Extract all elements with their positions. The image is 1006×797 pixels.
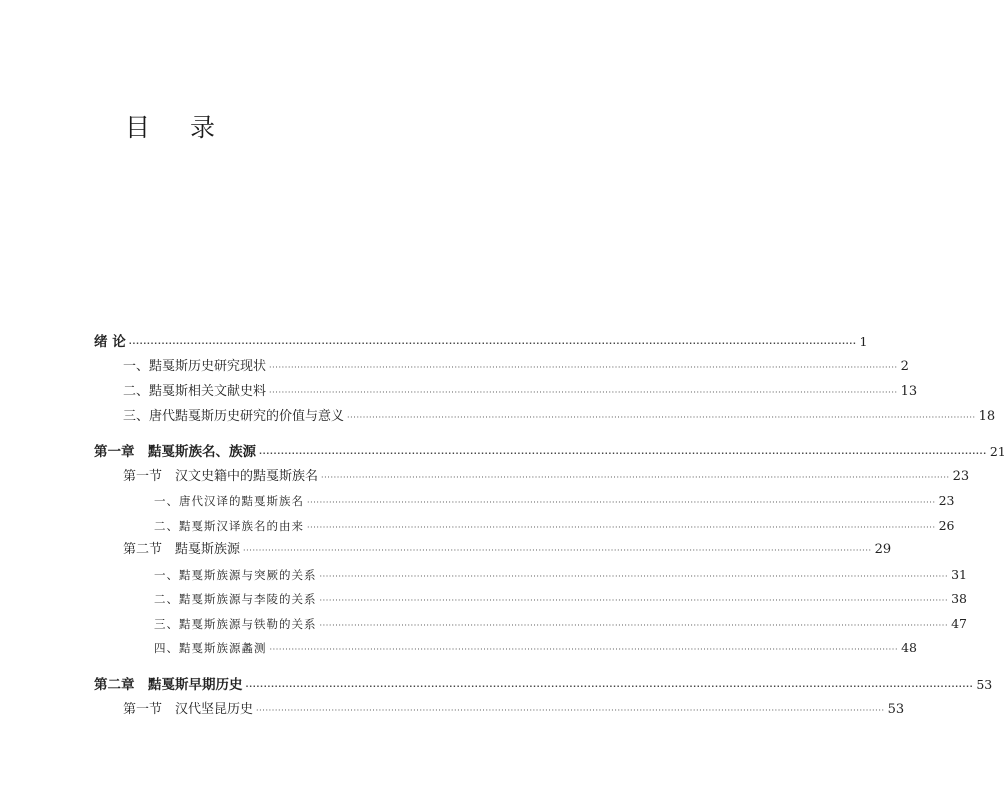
toc-entry-label: 一、黠戛斯族源与突厥的关系 (154, 568, 317, 582)
toc-entry-subsection[interactable] (154, 638, 917, 658)
toc-entry-subsection[interactable] (154, 516, 955, 536)
leader-dots: ········································································································································································································ (245, 682, 974, 691)
toc-entry-label: 第二节 黠戛斯族源 (123, 542, 241, 557)
toc-entry-subsection[interactable] (154, 491, 955, 511)
toc-entry-subsection[interactable] (154, 614, 967, 634)
toc-entry-label: 第二章 黠戛斯早期历史 (94, 677, 243, 693)
leader-dots: ········································································································································································································ (307, 523, 936, 532)
toc-entry-label: 第一节 汉文史籍中的黠戛斯族名 (123, 469, 319, 484)
page-title: 目 录 (125, 113, 231, 142)
leader-dots: ········································································································································································································ (269, 363, 898, 372)
leader-dots: ········································································································································································································ (319, 621, 949, 630)
toc-entry-label: 第一章 黠戛斯族名、族源 (94, 444, 256, 460)
leader-dots: ········································································································································································································ (243, 546, 872, 555)
toc-entry[interactable] (123, 382, 918, 402)
toc-entry-subsection[interactable] (154, 589, 967, 609)
toc-entry-page: 23 (952, 469, 970, 484)
toc-entry-section[interactable] (123, 540, 892, 560)
toc-entry-label: 二、黠戛斯族源与李陵的关系 (154, 592, 317, 606)
leader-dots: ········································································································································································································ (307, 498, 936, 507)
leader-dots: ········································································································································································································ (319, 596, 949, 605)
toc-entry-label: 三、黠戛斯族源与铁勒的关系 (154, 617, 317, 631)
leader-dots: ········································································································································································································ (256, 706, 885, 715)
toc-entry-introduction[interactable] (94, 332, 868, 352)
leader-dots: ········································································································································································································ (128, 339, 857, 348)
toc-entry-label: 三、唐代黠戛斯历史研究的价值与意义 (123, 409, 345, 424)
toc-entry-page: 26 (938, 518, 955, 533)
toc-entry-page: 31 (951, 567, 967, 582)
toc-entry-page: 1 (859, 334, 868, 349)
toc-entry-section[interactable] (123, 467, 970, 487)
toc-entry-label: 一、唐代汉译的黠戛斯族名 (154, 494, 304, 508)
toc-entry-page: 29 (874, 542, 892, 557)
toc-entry-label: 二、黠戛斯汉译族名的由来 (154, 519, 304, 533)
toc-entry-label: 第一节 汉代坚昆历史 (123, 702, 254, 717)
leader-dots: ········································································································································································································ (269, 388, 898, 397)
toc-entry-section[interactable] (123, 700, 905, 720)
leader-dots: ········································································································································································································ (259, 449, 987, 458)
toc-entry-chapter-2[interactable] (94, 675, 993, 695)
toc-entry-page: 38 (951, 591, 967, 606)
leader-dots: ········································································································································································································ (269, 645, 899, 654)
toc-entry-page: 53 (887, 702, 905, 717)
toc-entry-page: 13 (900, 384, 918, 399)
leader-dots: ········································································································································································································ (319, 572, 949, 581)
toc-entry-page: 21 (989, 444, 1006, 459)
toc-entry-page: 18 (978, 409, 996, 424)
toc-entry-chapter-1[interactable] (94, 442, 1006, 462)
toc-entry-page: 53 (976, 677, 993, 692)
leader-dots: ········································································································································································································ (347, 413, 976, 422)
toc-entry[interactable] (123, 357, 909, 377)
toc-entry-page: 2 (900, 359, 909, 374)
toc-entry-label: 四、黠戛斯族源蠡测 (154, 641, 267, 655)
toc-entry-page: 23 (938, 493, 955, 508)
toc-entry-page: 47 (951, 616, 967, 631)
toc-entry-label: 二、黠戛斯相关文献史料 (123, 384, 267, 399)
toc-entry-subsection[interactable] (154, 565, 967, 585)
toc-entry-label: 一、黠戛斯历史研究现状 (123, 359, 267, 374)
toc-entry-label: 绪 论 (94, 334, 126, 350)
toc-entry[interactable] (123, 407, 996, 427)
leader-dots: ········································································································································································································ (321, 473, 950, 482)
toc-entry-page: 48 (901, 640, 917, 655)
